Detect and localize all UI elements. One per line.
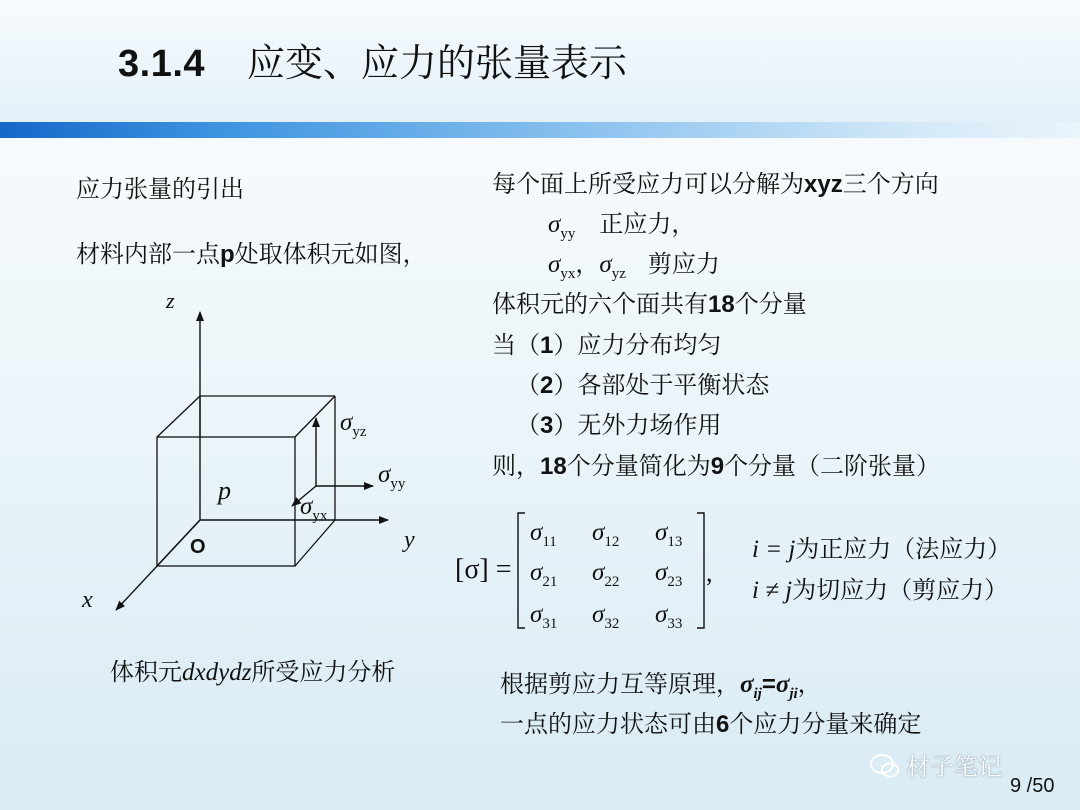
sigma-subscript: yy	[560, 226, 576, 242]
wechat-icon	[870, 753, 900, 779]
left-heading: 应力张量的引出	[76, 175, 244, 203]
condition-lead: 当（	[492, 331, 540, 359]
conclusion-line	[500, 712, 921, 737]
decompose-xyz: xyz	[804, 171, 843, 198]
sigma-symbol: σ	[378, 461, 391, 488]
reciprocity-text: 根据剪应力互等原理，	[500, 670, 740, 698]
sigma-symbol: σ	[599, 251, 612, 278]
sigma-subscript: 22	[604, 574, 620, 590]
origin-label: O	[190, 536, 206, 558]
matrix-cell	[655, 560, 682, 590]
rule-text: 为切应力（剪应力）	[792, 576, 1009, 604]
sigma-subscript: 21	[542, 574, 558, 590]
sigma-subscript: yx	[560, 266, 576, 282]
caption-dxdydz: dxdydz	[182, 659, 252, 686]
sigma-symbol: σ	[300, 493, 313, 520]
sigma-symbol: σ	[530, 601, 543, 628]
sigma-symbol: σ	[548, 251, 561, 278]
caption-text-a: 体积元	[110, 658, 182, 686]
sigma-subscript: yy	[390, 476, 406, 492]
decompose-text-c: 三个方向	[842, 170, 939, 198]
sigma-subscript: 13	[667, 534, 683, 550]
matrix-cell	[655, 520, 682, 550]
simplify-text-c: 个分量简化为	[566, 452, 711, 480]
z-axis-label: z	[166, 288, 175, 313]
sigma-symbol: σ	[548, 211, 561, 238]
sigma-symbol: σ	[340, 409, 353, 436]
reciprocity-line	[500, 672, 822, 702]
conclusion-text-c: 个应力分量来确定	[729, 710, 922, 738]
matrix-cell	[530, 520, 557, 550]
sigma-subscript: 33	[667, 616, 683, 632]
caption-text-c: 所受应力分析	[251, 658, 396, 686]
intro-text-a: 材料内部一点	[76, 240, 220, 268]
components-count: 18	[708, 291, 735, 318]
matrix-cell	[530, 560, 557, 590]
sigma-symbol: σ	[530, 519, 543, 546]
sigma-symbol: σ	[655, 559, 668, 586]
shear-rule	[752, 578, 1008, 603]
simplify-text-a: 则，	[492, 452, 540, 480]
y-axis-label: y	[404, 527, 415, 553]
components-text-a: 体积元的六个面共有	[492, 290, 708, 318]
title-text: 应变、应力的张量表示	[247, 41, 628, 85]
sigma-symbol: σ	[530, 559, 543, 586]
condition-text: ）无外力场作用	[553, 411, 722, 439]
sigma-subscript: yz	[352, 424, 367, 440]
sigma-subscript: yx	[312, 508, 328, 524]
matrix-cell	[655, 602, 682, 632]
watermark	[870, 747, 1002, 782]
sigma-symbol: σ	[655, 601, 668, 628]
sigma-subscript: 32	[604, 616, 620, 632]
condition-number: 1	[540, 332, 554, 359]
watermark-text: 材子笔记	[906, 753, 1002, 781]
sigma-symbol: σ	[655, 519, 668, 546]
intro-point-p: p	[220, 241, 235, 268]
sigma-subscript: ji	[789, 686, 798, 702]
rule-condition: i ≠ j	[752, 577, 793, 604]
condition-number: 3	[540, 412, 554, 439]
condition-text: ）各部处于平衡状态	[553, 371, 770, 399]
sigma-symbol: σ	[592, 601, 605, 628]
sigma-subscript: 11	[542, 534, 557, 550]
sigma-subscript: 31	[542, 616, 558, 632]
condition-number: 2	[540, 372, 554, 399]
rule-text: 为正应力（法应力）	[795, 535, 1012, 563]
condition-lead: （	[516, 411, 540, 439]
matrix-cell	[592, 560, 619, 590]
normal-rule	[752, 537, 1011, 562]
point-p-label: p	[218, 476, 231, 505]
shear-stress-label: 剪应力	[647, 250, 720, 278]
conclusion-text-a: 一点的应力状态可由	[500, 710, 716, 738]
sigma-subscript: 12	[604, 534, 620, 550]
matrix-cell	[592, 602, 619, 632]
page-number: 9 /50	[1010, 775, 1055, 797]
sigma-symbol: σ	[592, 519, 605, 546]
condition-lead: （	[516, 371, 540, 399]
matrix-cell	[592, 520, 619, 550]
matrix-comma: ,	[706, 558, 713, 587]
decompose-text-a: 每个面上所受应力可以分解为	[492, 170, 804, 198]
condition-text: ）应力分布均匀	[553, 331, 722, 359]
sigma-subscript: yz	[611, 266, 626, 282]
trailing-comma: ，	[797, 670, 822, 698]
separator: ，	[575, 250, 600, 278]
x-axis-label: x	[82, 587, 93, 613]
sigma-subscript: ij	[753, 686, 762, 702]
matrix-lhs: [σ] =	[455, 554, 512, 585]
conclusion-count: 6	[716, 711, 730, 738]
components-text-c: 个分量	[734, 290, 807, 318]
simplify-9: 9	[710, 453, 725, 480]
simplify-text-e: 个分量（二阶张量）	[724, 452, 941, 480]
rule-condition: i = j	[752, 536, 796, 563]
normal-stress-label: 正应力，	[599, 210, 696, 238]
equals-sign: =	[761, 671, 776, 698]
matrix-cell	[530, 602, 557, 632]
sigma-symbol: σ	[740, 671, 754, 698]
sigma-subscript: 23	[667, 574, 683, 590]
simplify-18: 18	[540, 453, 567, 480]
sigma-symbol: σ	[592, 559, 605, 586]
intro-text-c: 处取体积元如图，	[234, 240, 427, 268]
section-number: 3.1.4	[118, 43, 206, 85]
sigma-symbol: σ	[775, 671, 790, 698]
